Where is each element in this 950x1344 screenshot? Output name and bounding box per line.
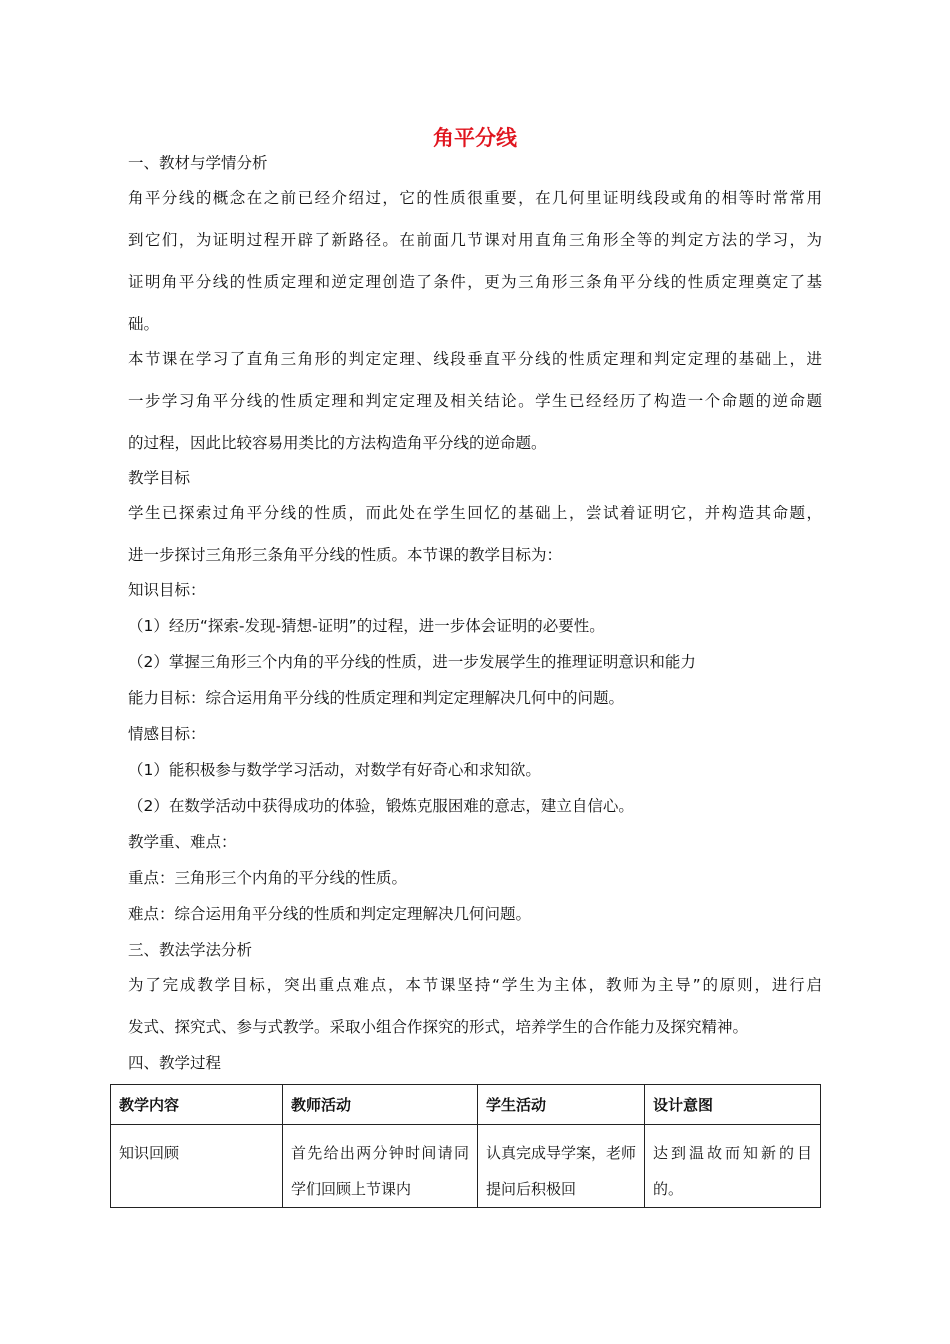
knowledge-heading: 知识目标：	[128, 581, 206, 599]
cell-teacher: 首先给出两分钟时间请同学们回顾上节课内	[283, 1125, 478, 1208]
knowledge-item-1: （1）经历“探索-发现-猜想-证明”的过程，进一步体会证明的必要性。	[128, 617, 605, 635]
section-heading-4: 四、教学过程	[128, 1054, 222, 1072]
paragraph-2-line-3: 的过程，因此比较容易用类比的方法构造角平分线的逆命题。	[128, 434, 547, 452]
header-cell-student: 学生活动	[478, 1085, 645, 1125]
paragraph-4-line-1: 为了完成教学目标，突出重点难点，本节课坚持“学生为主体，教师为主导”的原则，进行启	[128, 976, 822, 994]
table-row	[111, 1125, 821, 1208]
paragraph-1-line-3: 证明角平分线的性质定理和逆定理创造了条件，更为三角形三条角平分线的性质定理奠定了基	[128, 273, 822, 291]
section-heading-3: 三、教法学法分析	[128, 941, 253, 959]
teaching-process-table	[110, 1084, 821, 1208]
key-point: 重点：三角形三个内角的平分线的性质。	[128, 869, 408, 887]
paragraph-1-line-4: 础。	[128, 315, 160, 333]
paragraph-1-line-2: 到它们，为证明过程开辟了新路径。在前面几节课对用直角三角形全等的判定方法的学习，为	[128, 231, 822, 249]
emotion-heading: 情感目标：	[128, 725, 206, 743]
ability-goal: 能力目标：综合运用角平分线的性质定理和判定定理解决几何中的问题。	[128, 689, 625, 707]
paragraph-1-line-1: 角平分线的概念在之前已经介绍过，它的性质很重要，在几何里证明线段或角的相等时常常用	[128, 189, 822, 207]
paragraph-4-line-2: 发式、探究式、参与式教学。采取小组合作探究的形式，培养学生的合作能力及探究精神。	[128, 1018, 749, 1036]
emotion-item-2: （2）在数学活动中获得成功的体验，锻炼克服困难的意志，建立自信心。	[128, 797, 634, 815]
knowledge-item-2: （2）掌握三角形三个内角的平分线的性质，进一步发展学生的推理证明意识和能力	[128, 653, 696, 671]
cell-student: 认真完成导学案，老师提问后积极回	[478, 1125, 645, 1208]
paragraph-2-line-2: 一步学习角平分线的性质定理和判定定理及相关结论。学生已经经历了构造一个命题的逆命题	[128, 392, 822, 410]
paragraph-2-line-1: 本节课在学习了直角三角形的判定定理、线段垂直平分线的性质定理和判定定理的基础上，进	[128, 350, 822, 368]
paragraph-3-line-1: 学生已探索过角平分线的性质，而此处在学生回忆的基础上，尝试着证明它，并构造其命题，	[128, 504, 822, 522]
difficulty-point: 难点：综合运用角平分线的性质和判定定理解决几何问题。	[128, 905, 532, 923]
cell-intent: 达到温故而知新的目的。	[645, 1125, 821, 1208]
header-cell-intent: 设计意图	[645, 1085, 821, 1125]
key-points-heading: 教学重、难点：	[128, 833, 237, 851]
table-header-row	[111, 1085, 821, 1125]
cell-content: 知识回顾	[111, 1125, 283, 1208]
goals-heading: 教学目标	[128, 469, 191, 487]
header-cell-teacher: 教师活动	[283, 1085, 478, 1125]
section-heading-1: 一、教材与学情分析	[128, 154, 268, 172]
header-cell-content: 教学内容	[111, 1085, 283, 1125]
emotion-item-1: （1）能积极参与数学学习活动，对数学有好奇心和求知欲。	[128, 761, 541, 779]
page-title: 角平分线	[433, 126, 517, 150]
paragraph-3-line-2: 进一步探讨三角形三条角平分线的性质。本节课的教学目标为：	[128, 546, 563, 564]
